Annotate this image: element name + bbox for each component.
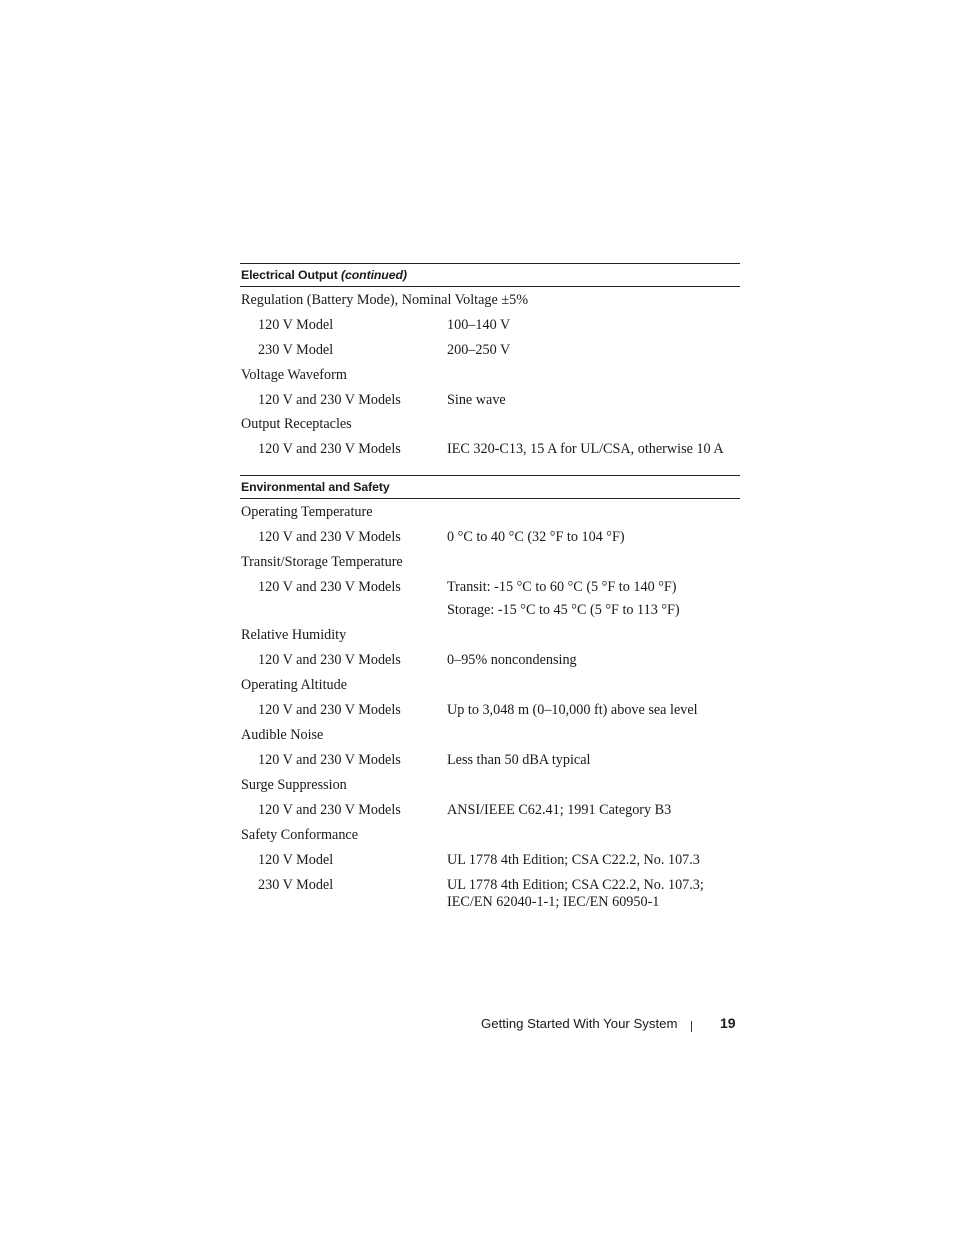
section-title: Environmental and Safety xyxy=(241,480,390,494)
spec-label: 120 V and 230 V Models xyxy=(258,529,401,545)
section-environmental-safety xyxy=(240,475,740,910)
spec-label: Regulation (Battery Mode), Nominal Voltage ±5% xyxy=(241,292,529,308)
spec-label: Relative Humidity xyxy=(241,627,347,643)
spec-label: 120 V and 230 V Models xyxy=(258,652,401,668)
spec-label: Transit/Storage Temperature xyxy=(241,554,403,570)
spec-value: 200–250 V xyxy=(447,342,511,358)
spec-value: Sine wave xyxy=(447,392,506,408)
spec-label: 120 V Model xyxy=(258,317,334,333)
spec-label: Operating Altitude xyxy=(241,677,347,693)
spec-label: Output Receptacles xyxy=(241,416,352,432)
spec-value: IEC 320-C13, 15 A for UL/CSA, otherwise 10 A xyxy=(447,441,724,457)
spec-label: Voltage Waveform xyxy=(241,367,347,383)
spec-label: Operating Temperature xyxy=(241,504,373,520)
spec-label: 120 V and 230 V Models xyxy=(258,752,401,768)
section-electrical-output xyxy=(240,263,740,457)
spec-label: 120 V and 230 V Models xyxy=(258,579,401,595)
spec-value: Up to 3,048 m (0–10,000 ft) above sea level xyxy=(447,702,698,718)
spec-label: 120 V Model xyxy=(258,852,334,868)
spec-label: Surge Suppression xyxy=(241,777,347,793)
spec-value: IEC/EN 62040-1-1; IEC/EN 60950-1 xyxy=(447,894,660,910)
spec-label: 120 V and 230 V Models xyxy=(258,802,401,818)
spec-value: UL 1778 4th Edition; CSA C22.2, No. 107.3 xyxy=(447,852,700,868)
spec-label: Safety Conformance xyxy=(241,827,359,843)
spec-label: 230 V Model xyxy=(258,342,334,358)
section-heading xyxy=(240,475,740,499)
spec-label: Audible Noise xyxy=(241,727,324,743)
footer-divider xyxy=(691,1021,692,1032)
spec-value: Storage: -15 °C to 45 °C (5 °F to 113 °F) xyxy=(447,602,680,618)
spec-label: 120 V and 230 V Models xyxy=(258,441,401,457)
spec-value: Transit: -15 °C to 60 °C (5 °F to 140 °F) xyxy=(447,579,677,595)
page-footer xyxy=(0,1015,954,1035)
spec-value: UL 1778 4th Edition; CSA C22.2, No. 107.3; xyxy=(447,877,704,893)
spec-value: Less than 50 dBA typical xyxy=(447,752,591,768)
spec-value: ANSI/IEEE C62.41; 1991 Category B3 xyxy=(447,802,672,818)
section-title: Electrical Output xyxy=(241,268,338,282)
page-number: 19 xyxy=(720,1015,736,1031)
spec-label: 120 V and 230 V Models xyxy=(258,702,401,718)
spec-value: 0–95% noncondensing xyxy=(447,652,577,668)
spec-label: 230 V Model xyxy=(258,877,334,893)
footer-title: Getting Started With Your System xyxy=(481,1016,678,1031)
spec-value: 0 °C to 40 °C (32 °F to 104 °F) xyxy=(447,529,625,545)
spec-label: 120 V and 230 V Models xyxy=(258,392,401,408)
section-title-suffix: (continued) xyxy=(341,268,407,282)
section-heading xyxy=(240,263,740,287)
spec-value: 100–140 V xyxy=(447,317,511,333)
